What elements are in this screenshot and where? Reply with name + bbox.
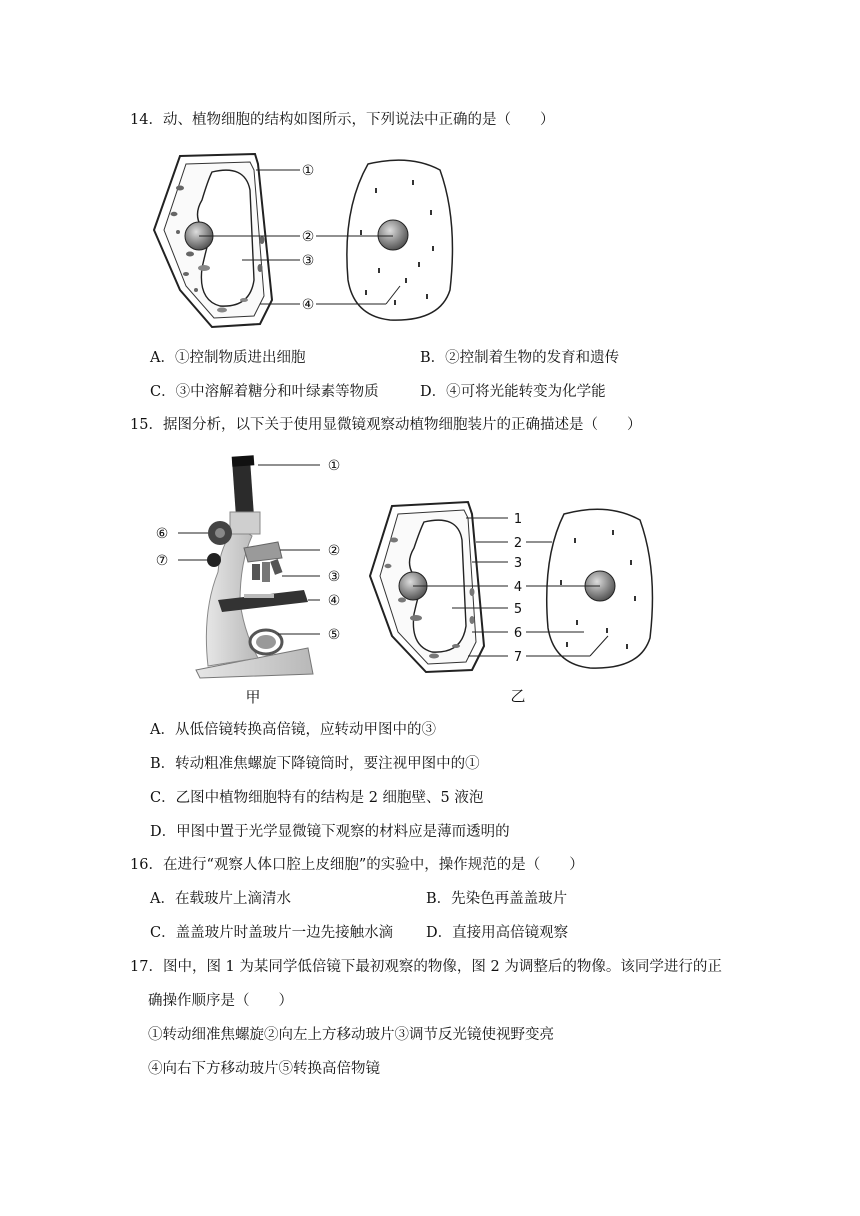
q14-stem: 14．动、植物细胞的结构如图所示，下列说法中正确的是（ ） bbox=[130, 112, 555, 128]
q16-stem: 16．在进行“观察人体口腔上皮细胞”的实验中，操作规范的是（ ） bbox=[130, 857, 584, 873]
q17-stem-line1: 17．图中，图 1 为某同学低倍镜下最初观察的物像，图 2 为调整后的物像。该同学进行的正 bbox=[130, 959, 722, 975]
q17-steps-line2: ④向右下方移动玻片⑤转换高倍物镜 bbox=[148, 1061, 380, 1077]
cell-label-1: 1 bbox=[513, 512, 523, 527]
cell-label-6: 6 bbox=[513, 626, 523, 641]
q15-cells-diagram bbox=[368, 496, 668, 706]
q14-option-a: A．①控制物质进出细胞 bbox=[150, 350, 306, 366]
q14-label-1: ① bbox=[301, 163, 315, 179]
q17-steps-line1: ①转动细准焦螺旋②向左上方移动玻片③调节反光镜使视野变亮 bbox=[148, 1027, 554, 1043]
q14-option-c: C．③中溶解着糖分和叶绿素等物质 bbox=[150, 384, 379, 400]
q14-option-b: B．②控制着生物的发育和遗传 bbox=[420, 350, 620, 366]
microscope-label-6: ⑥ bbox=[155, 526, 169, 542]
microscope-label-2: ② bbox=[327, 543, 341, 559]
q16-option-c: C．盖盖玻片时盖玻片一边先接触水滴 bbox=[150, 925, 394, 941]
q15-option-b: B．转动粗准焦螺旋下降镜筒时，要注视甲图中的① bbox=[150, 756, 480, 772]
q16-option-b: B．先染色再盖盖玻片 bbox=[426, 891, 568, 907]
q17-stem-line2: 确操作顺序是（ ） bbox=[148, 993, 293, 1009]
animal-cell-figure bbox=[347, 160, 453, 320]
q14-label-2: ② bbox=[301, 229, 315, 245]
microscope-label-5: ⑤ bbox=[327, 627, 341, 643]
q15-stem: 15．据图分析，以下关于使用显微镜观察动植物细胞装片的正确描述是（ ） bbox=[130, 417, 642, 433]
cell-label-2: 2 bbox=[513, 536, 523, 551]
q15-option-d: D．甲图中置于光学显微镜下观察的材料应是薄而透明的 bbox=[150, 824, 510, 840]
microscope-caption: 甲 bbox=[245, 688, 261, 706]
cell-label-7: 7 bbox=[513, 650, 523, 665]
cell-label-3: 3 bbox=[513, 556, 523, 571]
cell-label-5: 5 bbox=[513, 602, 523, 617]
q15-option-a: A．从低倍镜转换高倍镜，应转动甲图中的③ bbox=[150, 722, 436, 738]
q14-label-3: ③ bbox=[301, 253, 315, 269]
q14-cell-diagram bbox=[150, 150, 480, 330]
plant-cell-figure bbox=[154, 154, 272, 327]
microscope-label-4: ④ bbox=[327, 593, 341, 609]
q14-label-4: ④ bbox=[301, 297, 315, 313]
q16-option-a: A．在载玻片上滴清水 bbox=[150, 891, 291, 907]
cell-caption: 乙 bbox=[510, 687, 526, 705]
microscope-label-3: ③ bbox=[327, 569, 341, 585]
q15-microscope-diagram bbox=[148, 452, 358, 708]
cell-label-4: 4 bbox=[513, 580, 523, 595]
q15-option-c: C．乙图中植物细胞特有的结构是 2 细胞壁、5 液泡 bbox=[150, 790, 484, 806]
microscope-label-1: ① bbox=[327, 458, 341, 474]
q16-option-d: D．直接用高倍镜观察 bbox=[426, 925, 569, 941]
microscope-label-7: ⑦ bbox=[155, 553, 169, 569]
q14-option-d: D．④可将光能转变为化学能 bbox=[420, 384, 606, 400]
